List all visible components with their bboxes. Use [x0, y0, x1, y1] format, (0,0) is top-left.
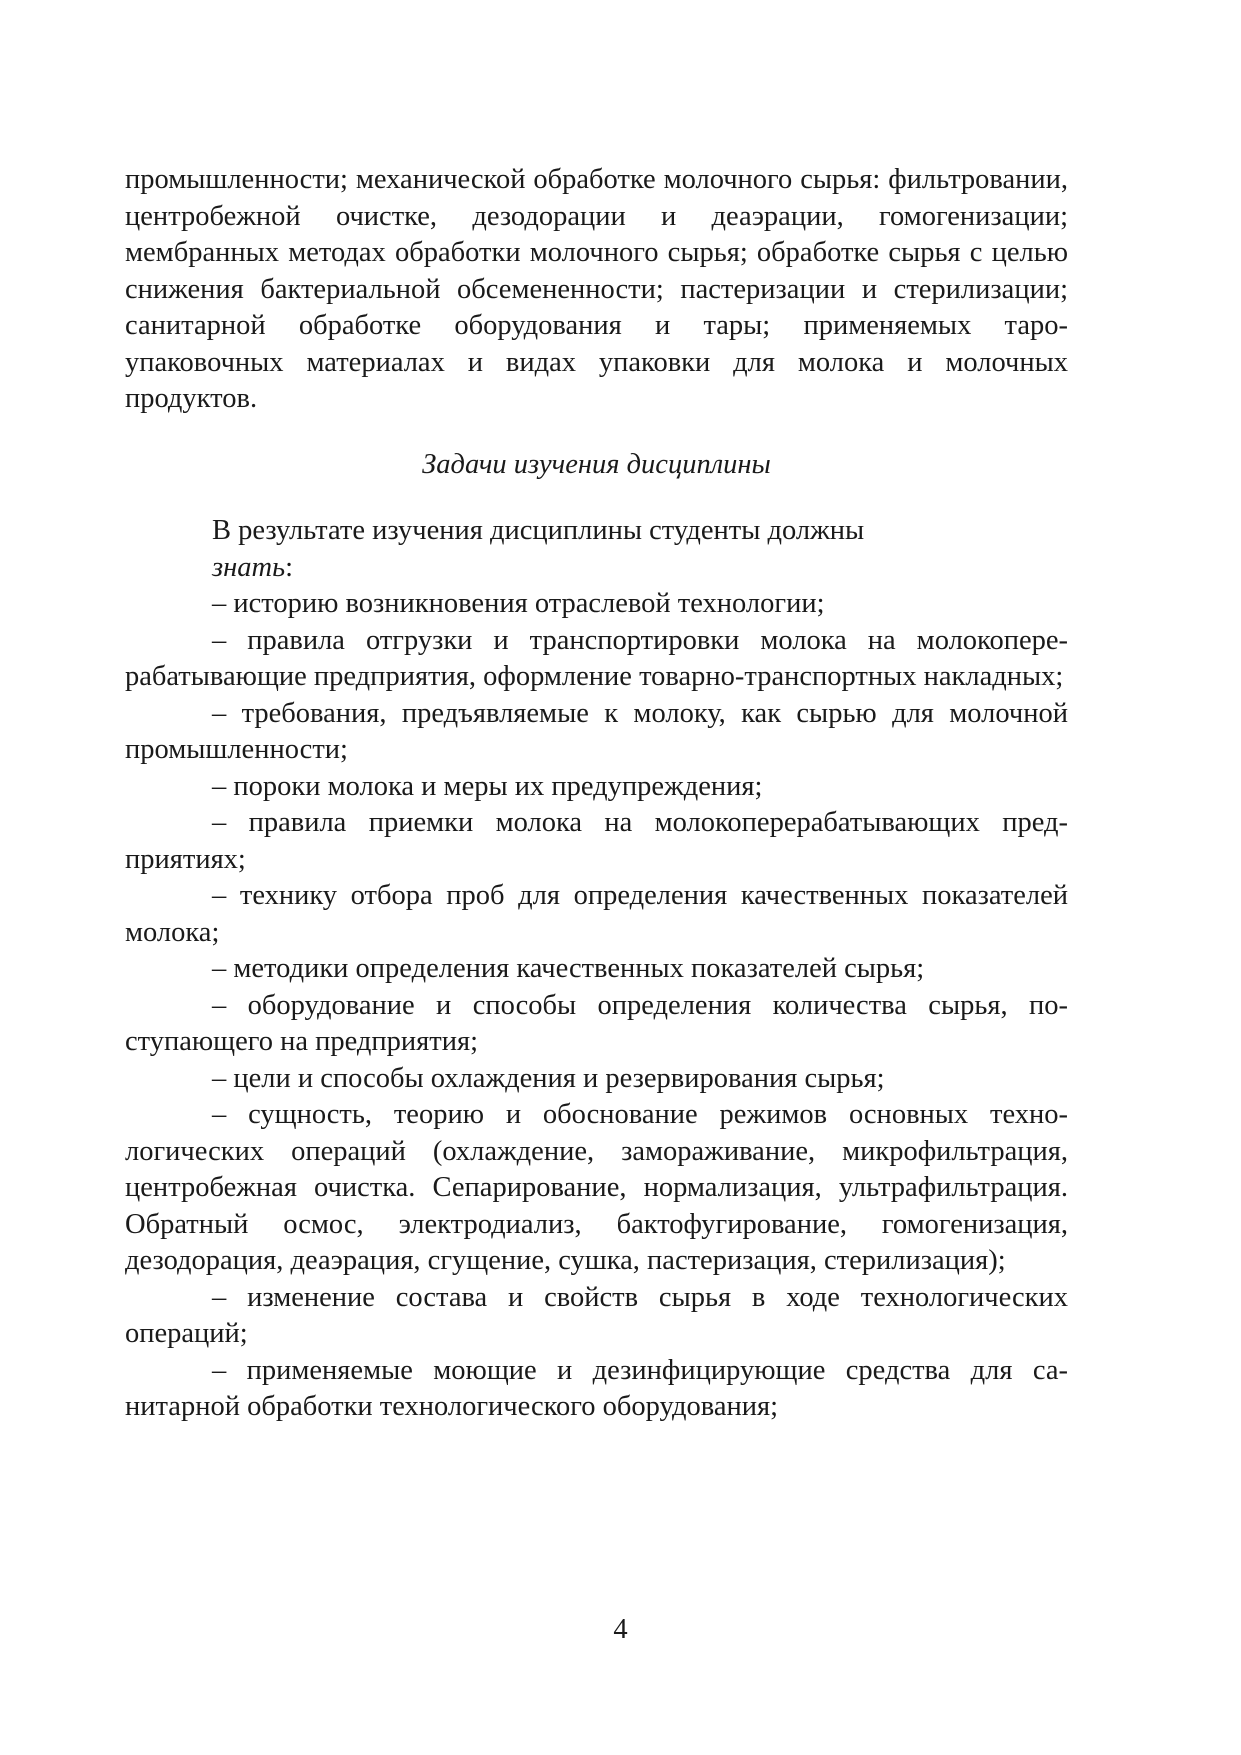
list-item: – технику отбора проб для определения качественных показателей молока;	[125, 880, 1068, 948]
list-item: – правила приемки молока на молокоперерабатывающих предприятиях;	[125, 807, 1068, 875]
page-number: 4	[613, 1614, 628, 1645]
know-line	[125, 550, 1068, 587]
list-item: – правила отгрузки и транспортировки молока на молокоперерабатывающие предприятия, оформление товарно-транспортных накладных;	[125, 624, 1068, 692]
list-item: – сущность, теорию и обоснование режимов основных технологических операций (охлаждение, замораживание, микрофильтрация, центробежная очистка. Сепарирование, нормализация, ультрафильтрация. Обратный осмос, электродиализ, бактофугирование, гомогенизация, дезодорация, деаэрация, сгущение, сушка, пастеризация, стерилизация);	[125, 1099, 1068, 1276]
lead-sentence: В результате изучения дисциплины студенты должны	[212, 515, 865, 546]
list-item: – методики определения качественных показателей сырья;	[212, 953, 925, 984]
list-item: – требования, предъявляемые к молоку, как сырью для молочной промышленности;	[125, 697, 1068, 765]
list-item: – цели и способы охлаждения и резервирования сырья;	[212, 1062, 885, 1094]
know-label: знать	[212, 551, 286, 583]
know-colon: :	[285, 551, 293, 583]
list-item: – оборудование и способы определения количества сырья, поступающего на предприятия;	[125, 989, 1068, 1057]
list-item: – пороки молока и меры их предупреждения;	[212, 770, 763, 802]
list-item: – историю возникновения отраслевой технологии;	[212, 588, 825, 619]
list-item: – изменение состава и свойств сырья в ходе технологических операций;	[125, 1281, 1068, 1349]
intro-paragraph: промышленности; механической обработке молочного сырья: фильтровании, центробежной очистке, дезодорации и деаэрации, гомогенизации; мембранных методах обработки молочного сырья; обработке сырья с целью снижения бактериальной обсемененности; пастеризации и стерилизации; санитарной обработке оборудования и тары; применяемых таро-упаковочных материалах и видах упаковки для молока и молочных продуктов.	[125, 164, 1068, 414]
page-body	[125, 162, 1068, 1426]
section-heading: Задачи изучения дисциплины	[422, 448, 771, 480]
list-item: – применяемые моющие и дезинфицирующие средства для санитарной обработки технологического оборудования;	[125, 1354, 1068, 1422]
